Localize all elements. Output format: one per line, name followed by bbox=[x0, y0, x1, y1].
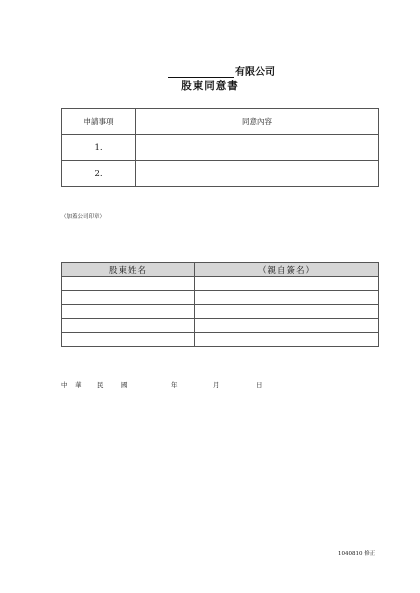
stamp-note: （加蓋公司印章） bbox=[61, 214, 106, 220]
shareholder-table-header bbox=[62, 263, 379, 277]
signature-cell[interactable] bbox=[195, 305, 379, 319]
date-char: 華 bbox=[75, 381, 82, 389]
date-char: 民 bbox=[97, 381, 104, 389]
consent-content-cell[interactable] bbox=[136, 135, 379, 161]
document-title: 股東同意書 bbox=[181, 80, 239, 92]
shareholder-name-cell[interactable] bbox=[62, 277, 195, 291]
table-row bbox=[62, 277, 379, 291]
shareholder-name-cell[interactable] bbox=[62, 291, 195, 305]
date-char: 日 bbox=[256, 381, 263, 389]
date-char: 中 bbox=[61, 381, 68, 389]
signature-cell[interactable] bbox=[195, 319, 379, 333]
date-char: 國 bbox=[121, 381, 128, 389]
company-name-blank[interactable] bbox=[168, 68, 234, 78]
table-row bbox=[62, 333, 379, 347]
shareholder-col-signature: （親自簽名） bbox=[195, 263, 379, 277]
company-name-line bbox=[168, 63, 275, 78]
consent-table-header bbox=[62, 109, 379, 135]
shareholder-name-cell[interactable] bbox=[62, 319, 195, 333]
revision-note: 1040810 修正 bbox=[338, 551, 376, 557]
table-row bbox=[62, 319, 379, 333]
table-row bbox=[62, 135, 379, 161]
consent-col-item: 申請事項 bbox=[62, 109, 136, 135]
shareholder-table bbox=[61, 262, 379, 347]
signature-cell[interactable] bbox=[195, 277, 379, 291]
date-char: 年 bbox=[171, 381, 178, 389]
date-char: 月 bbox=[213, 381, 220, 389]
signature-cell[interactable] bbox=[195, 291, 379, 305]
table-row bbox=[62, 291, 379, 305]
shareholder-name-cell[interactable] bbox=[62, 333, 195, 347]
signature-cell[interactable] bbox=[195, 333, 379, 347]
shareholder-col-name: 股東姓名 bbox=[62, 263, 195, 277]
consent-table bbox=[61, 108, 379, 187]
row-number: 2. bbox=[62, 161, 136, 187]
table-row bbox=[62, 305, 379, 319]
consent-col-content: 同意內容 bbox=[136, 109, 379, 135]
shareholder-name-cell[interactable] bbox=[62, 305, 195, 319]
table-row bbox=[62, 161, 379, 187]
consent-content-cell[interactable] bbox=[136, 161, 379, 187]
row-number: 1. bbox=[62, 135, 136, 161]
company-suffix: 有限公司 bbox=[235, 67, 275, 78]
